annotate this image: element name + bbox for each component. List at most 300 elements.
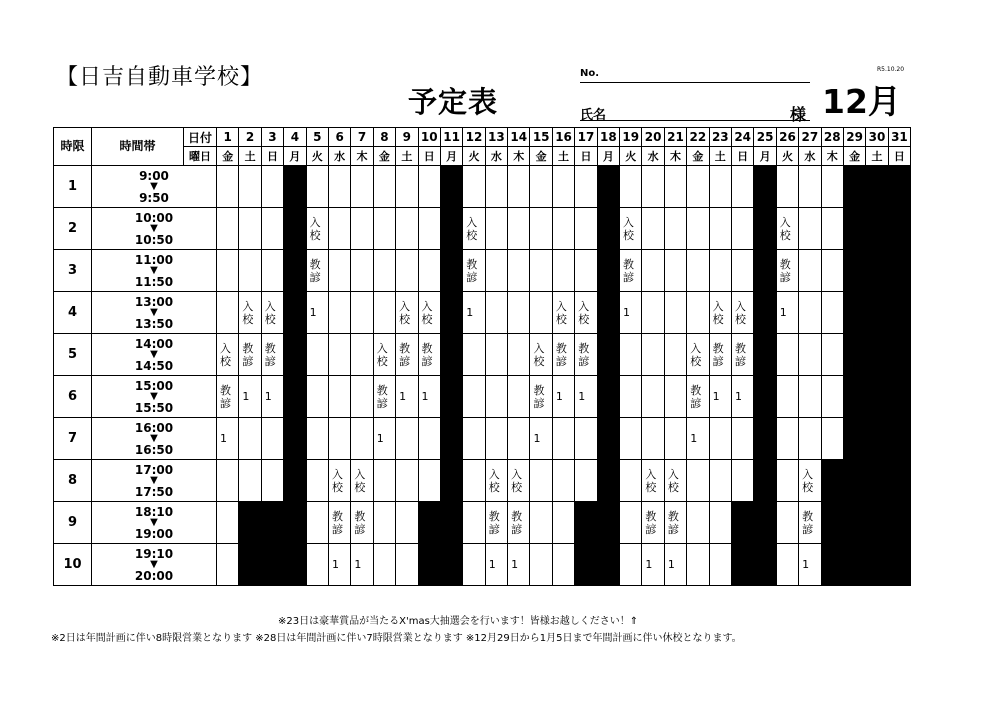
period-number: 8 <box>54 460 92 502</box>
schedule-cell <box>687 544 709 586</box>
schedule-entry: 教 諺 <box>242 341 254 368</box>
period-row <box>54 460 911 502</box>
date-cell: 18 <box>597 128 619 147</box>
schedule-cell <box>351 376 373 418</box>
schedule-entry: 1 <box>488 558 496 571</box>
schedule-cell <box>731 460 753 502</box>
date-cell: 27 <box>799 128 821 147</box>
down-arrow-icon: ▼ <box>150 222 158 234</box>
period-end-time: 13:50 <box>134 316 174 331</box>
schedule-cell <box>373 376 395 418</box>
schedule-cell <box>239 250 261 292</box>
closed-cell <box>754 376 776 418</box>
schedule-entry: 教 諺 <box>264 341 276 368</box>
name-label: 氏名 <box>580 108 607 123</box>
schedule-cell <box>485 208 507 250</box>
date-cell: 11 <box>440 128 462 147</box>
schedule-cell <box>575 166 597 208</box>
schedule-cell <box>709 376 731 418</box>
page-title: 予定表 <box>408 85 499 119</box>
date-cell: 20 <box>642 128 664 147</box>
schedule-entry: 入 校 <box>578 299 590 326</box>
date-cell: 29 <box>843 128 865 147</box>
closed-cell <box>888 502 910 544</box>
period-header: 時限 <box>54 128 92 166</box>
closed-cell <box>418 502 440 544</box>
closed-cell <box>888 544 910 586</box>
date-cell: 16 <box>552 128 574 147</box>
schedule-cell <box>396 166 418 208</box>
schedule-cell <box>396 544 418 586</box>
schedule-cell <box>396 418 418 460</box>
schedule-cell <box>485 334 507 376</box>
schedule-cell <box>821 376 843 418</box>
schedule-cell <box>418 460 440 502</box>
schedule-cell <box>709 460 731 502</box>
closed-cell <box>284 166 306 208</box>
schedule-cell <box>306 418 328 460</box>
schedule-entry: 教 諺 <box>488 509 500 536</box>
weekday-cell: 火 <box>776 147 798 166</box>
schedule-cell <box>396 502 418 544</box>
schedule-cell <box>799 250 821 292</box>
schedule-entry: 入 校 <box>511 467 523 494</box>
date-cell: 13 <box>485 128 507 147</box>
weekday-cell: 火 <box>463 147 485 166</box>
weekday-cell: 火 <box>620 147 642 166</box>
schedule-cell <box>530 502 552 544</box>
schedule-cell <box>418 208 440 250</box>
period-end-time: 9:50 <box>139 190 169 205</box>
schedule-entry: 1 <box>533 432 541 445</box>
schedule-cell <box>463 250 485 292</box>
schedule-cell <box>776 376 798 418</box>
weekday-cell: 日 <box>418 147 440 166</box>
period-row <box>54 166 911 208</box>
date-cell: 1 <box>217 128 239 147</box>
schedule-cell <box>552 460 574 502</box>
schedule-cell <box>373 250 395 292</box>
closed-cell <box>866 166 888 208</box>
schedule-cell <box>620 376 642 418</box>
date-cell: 2 <box>239 128 261 147</box>
schedule-entry: 教 諺 <box>667 509 679 536</box>
weekday-cell: 火 <box>306 147 328 166</box>
schedule-cell <box>306 502 328 544</box>
closed-cell <box>440 376 462 418</box>
schedule-cell <box>642 334 664 376</box>
period-number: 5 <box>54 334 92 376</box>
schedule-entry: 教 諺 <box>623 257 635 284</box>
schedule-cell <box>508 418 530 460</box>
closed-cell <box>440 250 462 292</box>
schedule-cell <box>217 460 239 502</box>
weekday-cell: 水 <box>485 147 507 166</box>
period-end-time: 14:50 <box>134 358 174 373</box>
schedule-cell <box>687 250 709 292</box>
schedule-cell <box>306 166 328 208</box>
schedule-cell <box>261 166 283 208</box>
weekday-cell: 月 <box>754 147 776 166</box>
schedule-cell <box>642 376 664 418</box>
period-time <box>92 334 217 376</box>
schedule-entry: 1 <box>690 432 698 445</box>
period-start-time: 9:00 <box>139 168 169 183</box>
schedule-cell <box>485 544 507 586</box>
schedule-cell <box>709 208 731 250</box>
period-start-time: 15:00 <box>134 378 174 393</box>
closed-cell <box>843 376 865 418</box>
schedule-cell <box>261 334 283 376</box>
schedule-cell <box>687 418 709 460</box>
schedule-cell <box>530 250 552 292</box>
closed-cell <box>843 418 865 460</box>
schedule-entry: 1 <box>399 390 407 403</box>
closed-cell <box>866 502 888 544</box>
schedule-cell <box>575 418 597 460</box>
lottery-notice: ※23日は豪華賞品が当たるX'mas大抽選会を行います！皆様お越しください！⇑ <box>278 616 639 627</box>
period-start-time: 18:10 <box>134 504 174 519</box>
schedule-cell <box>418 376 440 418</box>
schedule-cell <box>261 292 283 334</box>
date-cell: 23 <box>709 128 731 147</box>
schedule-cell <box>463 502 485 544</box>
schedule-cell <box>351 208 373 250</box>
schedule-entry: 入 校 <box>555 299 567 326</box>
schedule-cell <box>508 250 530 292</box>
schedule-cell <box>351 502 373 544</box>
closed-cell <box>284 208 306 250</box>
schedule-cell <box>620 544 642 586</box>
schedule-cell <box>687 376 709 418</box>
closed-cell <box>821 460 843 502</box>
period-row <box>54 376 911 418</box>
schedule-cell <box>418 250 440 292</box>
schedule-cell <box>463 334 485 376</box>
name-field-line <box>580 120 810 121</box>
schedule-cell <box>396 376 418 418</box>
schedule-cell <box>821 292 843 334</box>
schedule-entry: 1 <box>309 306 317 319</box>
schedule-cell <box>373 292 395 334</box>
date-cell: 17 <box>575 128 597 147</box>
schedule-cell <box>373 460 395 502</box>
schedule-cell <box>687 208 709 250</box>
schedule-cell <box>239 334 261 376</box>
closed-cell <box>597 418 619 460</box>
weekday-cell: 土 <box>709 147 731 166</box>
schedule-cell <box>396 292 418 334</box>
period-number: 3 <box>54 250 92 292</box>
schedule-cell <box>731 166 753 208</box>
closed-cell <box>239 544 261 586</box>
schedule-entry: 1 <box>645 558 653 571</box>
revision-date: R5.10.20 <box>877 66 905 73</box>
schedule-entry: 1 <box>667 558 675 571</box>
down-arrow-icon: ▼ <box>150 264 158 276</box>
closed-cell <box>261 544 283 586</box>
schedule-cell <box>620 418 642 460</box>
schedule-cell <box>575 250 597 292</box>
closed-cell <box>440 544 462 586</box>
schedule-cell <box>261 460 283 502</box>
schedule-cell <box>709 292 731 334</box>
closed-cell <box>754 208 776 250</box>
schedule-cell <box>530 166 552 208</box>
closed-cell <box>888 208 910 250</box>
schedule-cell <box>261 250 283 292</box>
schedule-cell <box>239 376 261 418</box>
schedule-cell <box>642 544 664 586</box>
schedule-cell <box>664 502 686 544</box>
closed-cell <box>284 376 306 418</box>
schedule-cell <box>642 502 664 544</box>
schedule-cell <box>575 292 597 334</box>
schedule-cell <box>552 376 574 418</box>
schedule-cell <box>396 208 418 250</box>
schedule-cell <box>530 292 552 334</box>
period-number: 9 <box>54 502 92 544</box>
closed-cell <box>575 502 597 544</box>
period-start-time: 19:10 <box>134 546 174 561</box>
schedule-entry: 教 諺 <box>220 383 231 410</box>
closed-cell <box>284 250 306 292</box>
closed-cell <box>754 250 776 292</box>
closed-cell <box>843 292 865 334</box>
closed-cell <box>754 544 776 586</box>
schedule-cell <box>575 208 597 250</box>
schedule-cell <box>575 334 597 376</box>
schedule-entry: 入 校 <box>734 299 746 326</box>
schedule-cell <box>731 376 753 418</box>
schedule-cell <box>821 418 843 460</box>
schedule-entry: 1 <box>466 306 474 319</box>
schedule-cell <box>642 166 664 208</box>
schedule-cell <box>799 502 821 544</box>
period-number: 7 <box>54 418 92 460</box>
closed-cell <box>284 292 306 334</box>
date-cell: 14 <box>508 128 530 147</box>
weekday-cell: 水 <box>328 147 350 166</box>
period-number: 2 <box>54 208 92 250</box>
schedule-cell <box>328 250 350 292</box>
period-row <box>54 250 911 292</box>
closed-cell <box>888 250 910 292</box>
closed-cell <box>440 502 462 544</box>
date-cell: 15 <box>530 128 552 147</box>
schedule-entry: 入 校 <box>690 341 702 368</box>
schedule-cell <box>664 292 686 334</box>
schedule-entry: 1 <box>734 390 742 403</box>
closed-cell <box>440 166 462 208</box>
schedule-cell <box>799 292 821 334</box>
closed-cell <box>575 544 597 586</box>
schedule-cell <box>687 460 709 502</box>
schedule-entry: 入 校 <box>466 215 478 242</box>
schedule-entry: 教 諺 <box>578 341 590 368</box>
closed-cell <box>284 502 306 544</box>
weekday-cell: 日 <box>731 147 753 166</box>
schedule-cell <box>396 460 418 502</box>
schedule-cell <box>620 502 642 544</box>
schedule-entry: 1 <box>712 390 720 403</box>
date-cell: 19 <box>620 128 642 147</box>
schedule-cell <box>799 418 821 460</box>
schedule-entry: 入 校 <box>264 299 276 326</box>
closed-cell <box>866 544 888 586</box>
period-start-time: 17:00 <box>134 462 174 477</box>
period-row <box>54 418 911 460</box>
period-end-time: 15:50 <box>134 400 174 415</box>
weekday-cell: 日 <box>575 147 597 166</box>
schedule-cell <box>463 460 485 502</box>
closed-cell <box>843 250 865 292</box>
schedule-cell <box>821 166 843 208</box>
down-arrow-icon: ▼ <box>150 558 158 570</box>
schedule-cell <box>821 208 843 250</box>
date-header: 日付 <box>184 128 217 147</box>
schedule-cell <box>306 544 328 586</box>
down-arrow-icon: ▼ <box>150 432 158 444</box>
closed-cell <box>754 292 776 334</box>
date-cell: 7 <box>351 128 373 147</box>
schedule-cell <box>217 418 239 460</box>
closed-cell <box>888 292 910 334</box>
schedule-cell <box>261 418 283 460</box>
date-cell: 31 <box>888 128 910 147</box>
schedule-entry: 1 <box>354 558 362 571</box>
period-end-time: 16:50 <box>134 442 174 457</box>
schedule-cell <box>328 376 350 418</box>
schedule-cell <box>217 334 239 376</box>
date-cell: 25 <box>754 128 776 147</box>
schedule-cell <box>530 334 552 376</box>
period-number: 1 <box>54 166 92 208</box>
date-cell: 26 <box>776 128 798 147</box>
schedule-cell <box>351 166 373 208</box>
schedule-cell <box>552 292 574 334</box>
closed-cell <box>597 250 619 292</box>
schedule-cell <box>552 334 574 376</box>
schedule-cell <box>776 502 798 544</box>
closed-cell <box>843 334 865 376</box>
schedule-cell <box>396 250 418 292</box>
closed-cell <box>843 460 865 502</box>
schedule-entry: 入 校 <box>354 467 366 494</box>
schedule-cell <box>306 334 328 376</box>
schedule-cell <box>239 460 261 502</box>
schedule-cell <box>530 376 552 418</box>
schedule-cell <box>328 418 350 460</box>
schedule-entry: 1 <box>264 390 272 403</box>
schedule-cell <box>328 460 350 502</box>
period-end-time: 11:50 <box>134 274 174 289</box>
schedule-cell <box>418 418 440 460</box>
schedule-cell <box>731 250 753 292</box>
schedule-table <box>53 127 911 586</box>
honorific-label: 様 <box>790 105 807 124</box>
schedule-cell <box>799 544 821 586</box>
schedule-cell <box>261 208 283 250</box>
period-time <box>92 166 217 208</box>
closed-cell <box>866 460 888 502</box>
weekday-cell: 金 <box>687 147 709 166</box>
schedule-entry: 教 諺 <box>376 383 388 410</box>
closed-cell <box>597 544 619 586</box>
weekday-cell: 日 <box>261 147 283 166</box>
schedule-cell <box>217 292 239 334</box>
closed-cell <box>597 376 619 418</box>
closed-cell <box>261 502 283 544</box>
schedule-entry: 教 諺 <box>533 383 545 410</box>
down-arrow-icon: ▼ <box>150 180 158 192</box>
schedule-entry: 教 諺 <box>690 383 702 410</box>
schedule-cell <box>239 418 261 460</box>
schedule-cell <box>463 418 485 460</box>
schedule-cell <box>485 460 507 502</box>
schedule-cell <box>508 292 530 334</box>
schedule-cell <box>731 418 753 460</box>
schedule-cell <box>687 334 709 376</box>
schedule-cell <box>709 250 731 292</box>
schedule-cell <box>776 250 798 292</box>
schedule-entry: 入 校 <box>242 299 254 326</box>
period-row <box>54 334 911 376</box>
closed-cell <box>866 334 888 376</box>
closed-cell <box>754 460 776 502</box>
period-time <box>92 292 217 334</box>
date-cell: 9 <box>396 128 418 147</box>
number-label: No. <box>580 68 600 79</box>
closed-cell <box>754 166 776 208</box>
schedule-cell <box>552 250 574 292</box>
schedule-entry: 入 校 <box>331 467 343 494</box>
schedule-cell <box>351 334 373 376</box>
schedule-cell <box>552 544 574 586</box>
number-field-line <box>580 82 810 83</box>
schedule-cell <box>709 166 731 208</box>
closed-cell <box>418 544 440 586</box>
weekday-cell: 土 <box>552 147 574 166</box>
schedule-cell <box>485 502 507 544</box>
schedule-cell <box>306 460 328 502</box>
schedule-cell <box>530 544 552 586</box>
closed-cell <box>597 292 619 334</box>
date-cell: 4 <box>284 128 306 147</box>
schedule-entry: 教 諺 <box>466 257 478 284</box>
schedule-cell <box>799 208 821 250</box>
schedule-cell <box>239 166 261 208</box>
date-cell: 5 <box>306 128 328 147</box>
period-row <box>54 544 911 586</box>
weekday-cell: 月 <box>440 147 462 166</box>
schedule-entry: 入 校 <box>220 341 231 368</box>
schedule-cell <box>328 502 350 544</box>
closed-cell <box>597 460 619 502</box>
closed-cell <box>888 376 910 418</box>
weekday-cell: 木 <box>664 147 686 166</box>
closed-cell <box>284 460 306 502</box>
schedule-cell <box>709 334 731 376</box>
schedule-cell <box>731 292 753 334</box>
schedule-cell <box>351 292 373 334</box>
schedule-cell <box>709 502 731 544</box>
closed-cell <box>597 208 619 250</box>
schedule-cell <box>418 292 440 334</box>
schedule-cell <box>485 418 507 460</box>
schedule-cell <box>731 334 753 376</box>
schedule-cell <box>463 376 485 418</box>
